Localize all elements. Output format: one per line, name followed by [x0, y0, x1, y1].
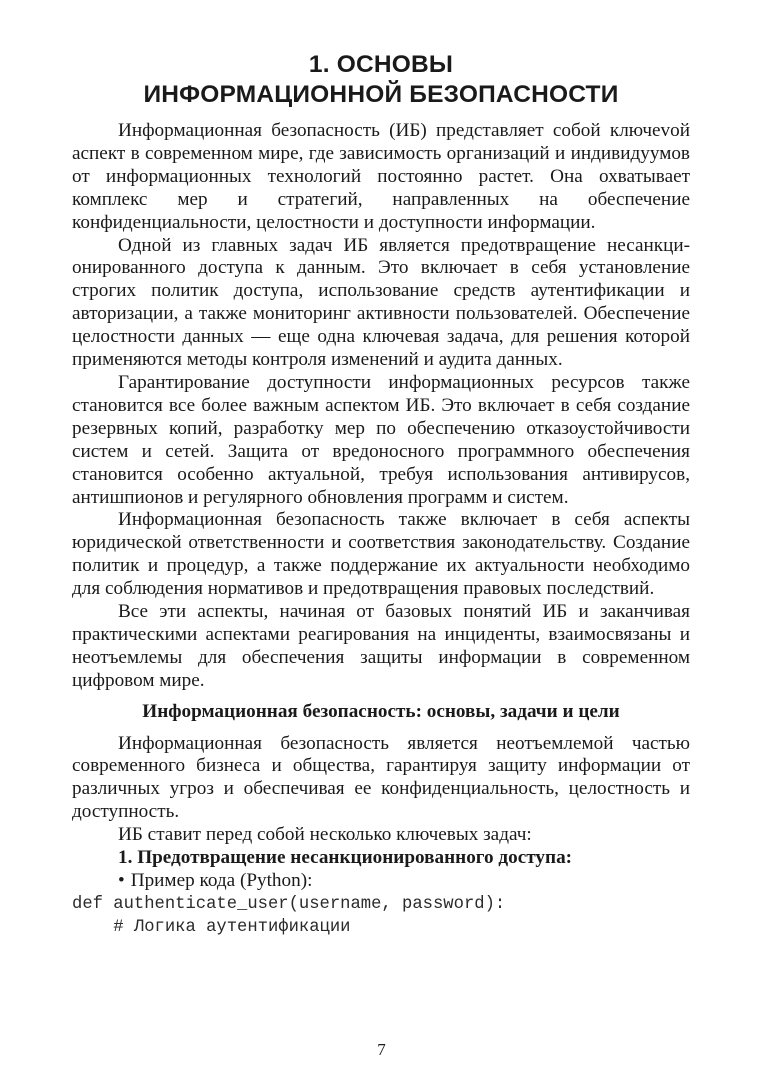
chapter-title-line-1: 1. ОСНОВЫ — [308, 51, 454, 78]
code-block — [72, 893, 690, 939]
section-subheading: Информационная безопасность: основы, задачи и цели — [142, 700, 620, 722]
code-line: # Логика аутентификации — [72, 917, 351, 937]
paragraph: Гарантирование доступности информационных ресурсов также становится все более важным аспектом ИБ. Это включает в себя создание резервных копий, разработку мер по обеспечению отказоустойчивости систем и сетей. Защита от вредоносного программного обеспечения становится особенно актуальной, требуя использования антивирусов, антишпионов и регулярного обновления программ и систем. — [72, 371, 690, 508]
chapter-title — [72, 50, 690, 110]
chapter-title-line-2: ИНФОРМАЦИОННОЙ БЕЗОПАСНОСТИ — [143, 81, 619, 108]
bullet-mark: • — [118, 870, 125, 891]
bullet-item — [72, 870, 690, 893]
bullet-text: Пример кода (Python): — [130, 870, 313, 891]
paragraph: Информационная безопасность также включает в себя аспекты юридической ответственности и соответствия законодательству. Создание политик и процедур, а также поддержание их актуальности необходимо для соблюдения нормативов и предотвращения правовых последствий. — [72, 509, 690, 600]
paragraph: ИБ ставит перед собой несколько ключевых задач: — [118, 824, 532, 846]
paragraph: Одной из главных задач ИБ является предотвращение несанкционированного доступа к данным. Это включает в себя установление строгих политик доступа, использование средств аутентификации и авторизации, а также мониторинг активности пользователей. Обеспечение целостности данных — еще одна ключевая задача, для решения которой применяются методы контроля изменений и аудита данных. — [72, 234, 690, 371]
code-line: def authenticate_user(username, password): — [72, 894, 506, 914]
paragraph: Все эти аспекты, начиная от базовых понятий ИБ и заканчивая практическими аспектами реагирования на инциденты, взаимосвязаны и неотъемлемы для обеспечения защиты информации в современном цифровом мире. — [72, 601, 690, 691]
paragraph: Информационная безопасность является неотъемлемой частью современного бизнеса и общества, гарантируя защиту информации от различных угроз и обеспечивая ее конфиденциальность, целостность и доступность. — [72, 732, 690, 823]
paragraph: Информационная безопасность (ИБ) представляет собой ключеvой аспект в современном мире, где зависимость организаций и индивидуумов от информационных технологий постоянно растет. Она охватывает комплекс мер и стратегий, направленных на обеспечение конфиденциальности, целостности и доступности информации. — [72, 120, 690, 233]
document-page — [72, 50, 690, 939]
page-number: 7 — [377, 1040, 386, 1059]
task-heading: 1. Предотвращение несанкционированного доступа: — [118, 847, 573, 869]
